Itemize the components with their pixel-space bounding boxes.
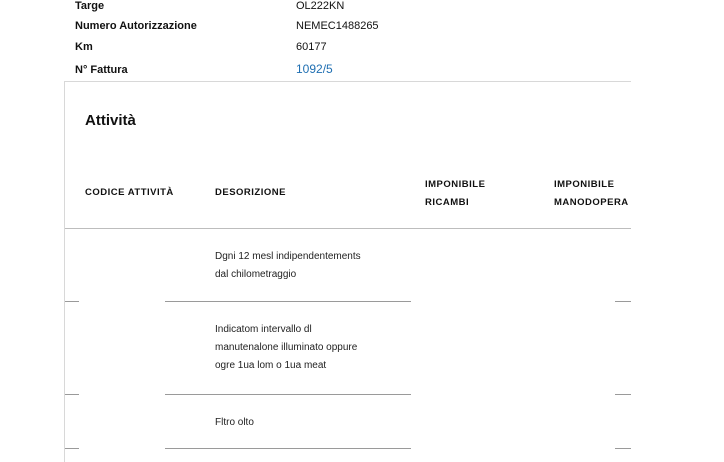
fattura-label: N° Fattura [75, 64, 128, 76]
km-value: 60177 [296, 41, 327, 53]
column-header-imponibile-manodopera-line2: MANODOPERA [554, 197, 629, 208]
row-2-right-divider [615, 394, 631, 395]
fattura-link[interactable]: 1092/5 [296, 62, 333, 76]
row-2-line-2: manutenalone illuminato oppure [215, 342, 358, 353]
column-header-imponibile-ricambi-line1: IMPONIBILE [425, 179, 486, 190]
table-row-3-description [215, 414, 395, 432]
row-3-line-1: Fltro olto [215, 417, 254, 428]
row-2-line-1: Indicatom intervallo dl [215, 324, 312, 335]
row-3-right-divider [615, 448, 631, 449]
activities-panel [64, 81, 631, 462]
column-header-imponibile-ricambi-line2: RICAMBI [425, 197, 470, 208]
autorizzazione-label: Numero Autorizzazione [75, 20, 197, 32]
table-row-2-description [215, 321, 405, 375]
column-header-descrizione: DESORIZIONE [215, 187, 286, 198]
table-row-1-description [215, 248, 395, 284]
row-1-left-divider [65, 301, 79, 302]
row-1-divider [165, 301, 411, 302]
km-label: Km [75, 41, 93, 53]
row-3-divider [165, 448, 411, 449]
row-1-line-2: dal chilometraggio [215, 269, 297, 280]
targa-value: OL222KN [296, 0, 345, 12]
autorizzazione-value: NEMEC1488265 [296, 20, 379, 32]
row-3-left-divider [65, 448, 79, 449]
row-2-left-divider [65, 394, 79, 395]
targa-label: Targe [75, 0, 105, 12]
row-1-line-1: Dgni 12 mesl indipendentements [215, 251, 361, 262]
column-header-codice: CODICE ATTIVITÀ [85, 187, 174, 198]
row-2-divider [165, 394, 411, 395]
row-2-line-3: ogre 1ua lom o 1ua meat [215, 360, 327, 371]
column-header-imponibile-manodopera-line1: IMPONIBILE [554, 179, 615, 190]
column-header-imponibile-ricambi [425, 176, 485, 212]
row-1-right-divider [615, 301, 631, 302]
table-header-divider [65, 228, 631, 229]
activities-title: Attività [85, 112, 136, 129]
column-header-imponibile-manodopera [554, 176, 629, 212]
